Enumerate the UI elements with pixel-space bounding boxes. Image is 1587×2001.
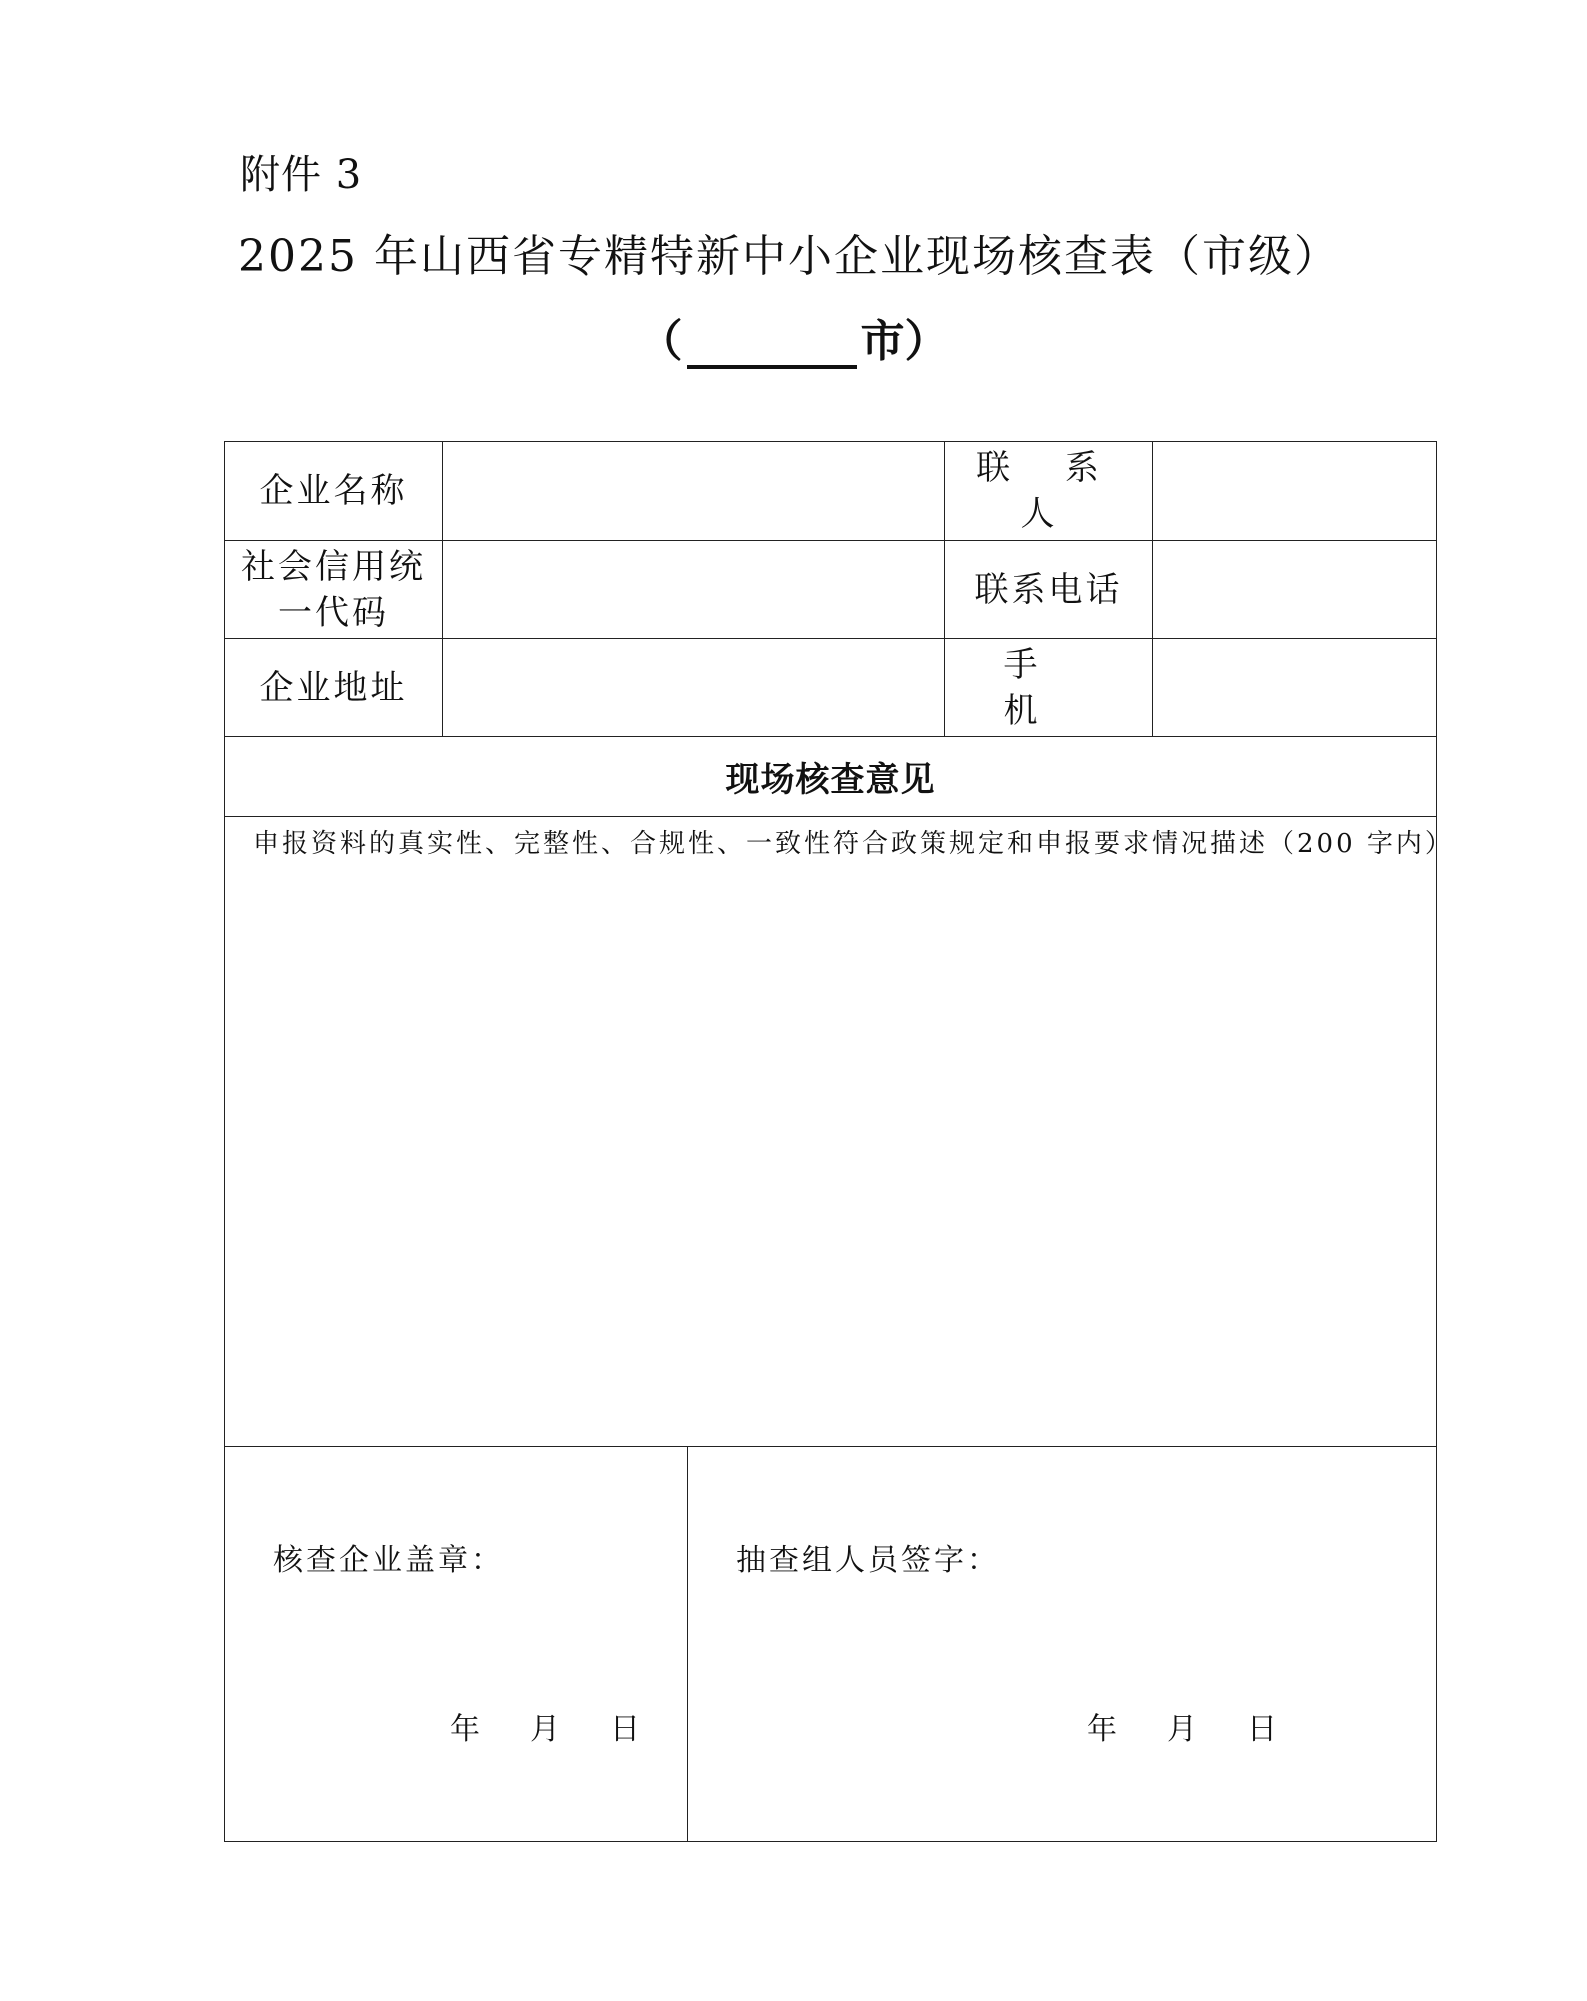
inspector-sign-cell[interactable]: [688, 1447, 1437, 1842]
company-name-label: 企业名称: [225, 442, 443, 541]
credit-code-label-line2: 一代码: [278, 592, 389, 633]
inspector-sign-label: 抽查组人员签字：: [736, 1543, 1000, 1578]
contact-person-field[interactable]: [1153, 442, 1437, 541]
company-name-field[interactable]: [443, 442, 945, 541]
date-month: 月: [530, 1712, 560, 1747]
mobile-field[interactable]: [1153, 639, 1437, 737]
date-year: 年: [450, 1712, 480, 1747]
company-address-label: 企业地址: [225, 639, 443, 737]
company-seal-label: 核查企业盖章：: [273, 1543, 504, 1578]
credit-code-field[interactable]: [443, 541, 945, 639]
opinion-field[interactable]: [225, 817, 1454, 1447]
date-day: 日: [610, 1712, 640, 1747]
attachment-label: 附件 3: [240, 152, 363, 198]
credit-code-label-line1: 社会信用统: [241, 546, 426, 587]
contact-phone-label: 联系电话: [945, 541, 1153, 639]
city-blank-line[interactable]: [687, 319, 857, 369]
company-address-field[interactable]: [443, 639, 945, 737]
credit-code-label: [225, 541, 443, 639]
inspector-sign-date: [1087, 1704, 1327, 1748]
mobile-label: 手 机: [945, 639, 1153, 737]
subtitle-prefix: （: [638, 316, 683, 367]
contact-phone-field[interactable]: [1153, 541, 1437, 639]
page-title: 2025 年山西省专精特新中小企业现场核查表（市级）: [238, 231, 1340, 282]
page-subtitle: [0, 305, 1587, 369]
date-year: 年: [1087, 1712, 1117, 1747]
date-day: 日: [1247, 1712, 1277, 1747]
opinion-instruction: 申报资料的真实性、完整性、合规性、一致性符合政策规定和申报要求情况描述（200 字内）: [253, 829, 1454, 859]
subtitle-suffix: 市）: [860, 316, 949, 367]
contact-person-label: 联 系 人: [945, 442, 1153, 541]
company-seal-date: [450, 1704, 690, 1748]
opinion-section-title: 现场核查意见: [225, 737, 1437, 817]
date-month: 月: [1167, 1712, 1197, 1747]
inspection-form-table: [224, 441, 1454, 1842]
company-seal-cell[interactable]: [225, 1447, 688, 1842]
